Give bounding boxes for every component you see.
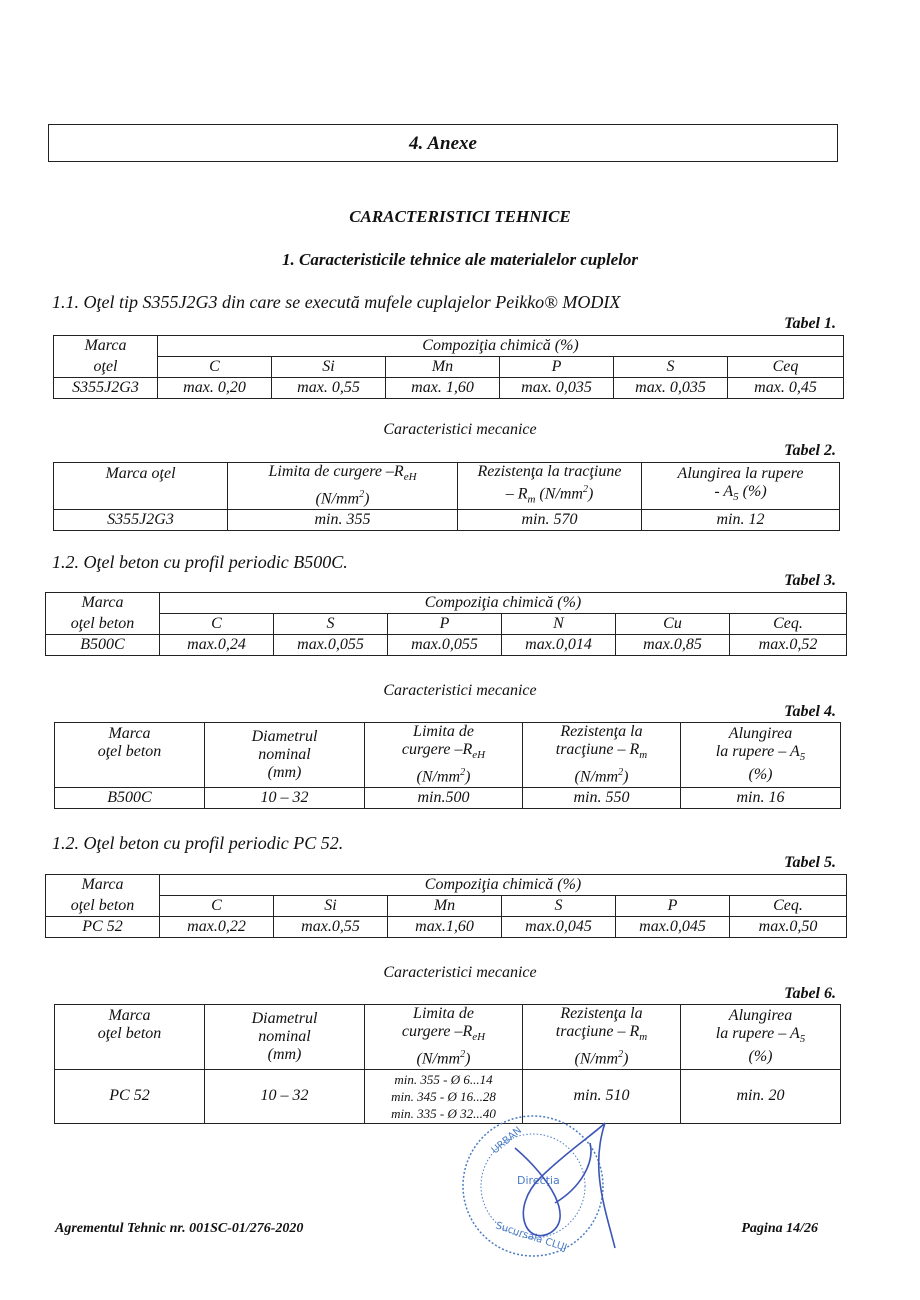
section-title: 4. Anexe (48, 124, 838, 162)
t3-cell: max.0,055 (388, 635, 502, 656)
t3-header: S (274, 614, 388, 635)
stamp-text-top: URBAN (489, 1125, 525, 1157)
t1-cell: max. 0,55 (272, 378, 386, 399)
official-stamp (455, 1108, 640, 1258)
t2-header-rm: Rezistenţa la tracţiune – $R_m$ $(N/mm^2)$ (458, 463, 642, 510)
t4-cell: B500C (55, 787, 205, 808)
t2-header-reh: Limita de curgere $-R_{eH}$ $(N/mm^2)$ (228, 463, 458, 510)
t4-header-a5: Alungirea la rupere – $A_5$ (%) (681, 723, 841, 788)
t5-cell: max.0,045 (502, 917, 616, 938)
t2-cell: min. 355 (228, 509, 458, 530)
footer-document-ref: Agrementul Tehnic nr. 001SC-01/276-2020 (55, 1221, 304, 1236)
t4-header-reh: Limita de curgere $-R_{eH}$ $(N/mm^2)$ (365, 723, 523, 788)
t3-col0-a: Marca (46, 593, 160, 614)
t1-cell: max. 0,45 (728, 378, 844, 399)
t5-header: Ceq. (730, 896, 847, 917)
t2-cell: S355J2G3 (54, 509, 228, 530)
heading-1-1: 1.1. Oţel tip S355J2G3 din care se execută mufele cuplajelor Peikko® MODIX (52, 292, 621, 312)
t3-header: C (160, 614, 274, 635)
t4-header-rm: Rezistenţa la tracţiune – $R_m$ $(N/mm^2)$ (523, 723, 681, 788)
table-3-chemical (45, 592, 847, 656)
t5-header: S (502, 896, 616, 917)
t6-header-a5: Alungirea la rupere – $A_5$ (%) (681, 1005, 841, 1070)
t6-cell-rm: min. 510 (523, 1069, 681, 1123)
t6-header-reh: Limita de curgere $-R_{eH}$ $(N/mm^2)$ (365, 1005, 523, 1070)
mech-title-2: Caracteristici mecanice (383, 682, 537, 699)
t1-header: Si (272, 357, 386, 378)
footer-page-number: Pagina 14/26 (741, 1221, 818, 1236)
stamp-text-mid: Direcţia (517, 1174, 560, 1187)
t3-group-header: Compoziţia chimică (%) (160, 593, 847, 614)
t3-cell: max.0,014 (502, 635, 616, 656)
t3-header: P (388, 614, 502, 635)
t4-header-diameter: Diametrul nominal (mm) (205, 723, 365, 788)
t1-header: P (500, 357, 614, 378)
table-2-label: Tabel 2. (784, 442, 836, 459)
t6-cell-limits: min. 355 - Ø 6...14 min. 345 - Ø 16...28 min. 335 - Ø 32...40 (365, 1069, 523, 1123)
t1-row-name: S355J2G3 (54, 378, 158, 399)
t5-header: Si (274, 896, 388, 917)
t6-cell-diameter: 10 – 32 (205, 1069, 365, 1123)
t1-col0-a: Marca (54, 336, 158, 357)
subtitle: 1. Caracteristicile tehnice ale materialelor cuplelor (281, 250, 638, 269)
t6-row-name: PC 52 (55, 1069, 205, 1123)
table-6-label: Tabel 6. (784, 985, 836, 1002)
t4-cell: min. 16 (681, 787, 841, 808)
t5-header: P (616, 896, 730, 917)
t3-header: N (502, 614, 616, 635)
table-1-chemical (53, 335, 844, 399)
t6-header-diameter: Diametrul nominal (mm) (205, 1005, 365, 1070)
t5-col0-b: oţel beton (46, 896, 160, 917)
table-1-label: Tabel 1. (784, 315, 836, 332)
table-3-label: Tabel 3. (784, 572, 836, 589)
t5-cell: max.0,50 (730, 917, 847, 938)
t1-header: Ceq (728, 357, 844, 378)
table-4-mechanical (54, 722, 841, 809)
t3-cell: max.0,055 (274, 635, 388, 656)
t2-cell: min. 570 (458, 509, 642, 530)
t4-header-steel: Marca oţel beton (55, 723, 205, 788)
t1-cell: max. 0,20 (158, 378, 272, 399)
t5-col0-a: Marca (46, 875, 160, 896)
t5-row-name: PC 52 (46, 917, 160, 938)
t5-cell: max.0,55 (274, 917, 388, 938)
t1-col0-b: oţel (54, 357, 158, 378)
table-6-mechanical (54, 1004, 841, 1124)
t3-col0-b: oţel beton (46, 614, 160, 635)
t2-cell: min. 12 (642, 509, 840, 530)
t1-header: Mn (386, 357, 500, 378)
t3-header: Ceq. (730, 614, 847, 635)
t5-cell: max.0,22 (160, 917, 274, 938)
t5-group-header: Compoziţia chimică (%) (160, 875, 847, 896)
t6-cell-a5: min. 20 (681, 1069, 841, 1123)
heading-1-2-b500c: 1.2. Oţel beton cu profil periodic B500C. (52, 552, 348, 572)
t6-header-rm: Rezistenţa la tracţiune – $R_m$ $(N/mm^2)$ (523, 1005, 681, 1070)
t5-header: Mn (388, 896, 502, 917)
t1-header: C (158, 357, 272, 378)
t3-cell: max.0,52 (730, 635, 847, 656)
t3-cell: max.0,85 (616, 635, 730, 656)
t4-cell: 10 – 32 (205, 787, 365, 808)
mech-title-1: Caracteristici mecanice (383, 421, 537, 438)
table-2-mechanical (53, 462, 840, 531)
t4-cell: min.500 (365, 787, 523, 808)
t1-header: S (614, 357, 728, 378)
t5-header: C (160, 896, 274, 917)
t3-cell: max.0,24 (160, 635, 274, 656)
t6-header-steel: Marca oţel beton (55, 1005, 205, 1070)
t1-cell: max. 0,035 (500, 378, 614, 399)
t5-cell: max.0,045 (616, 917, 730, 938)
t2-header-steel: Marca oţel (54, 463, 228, 510)
t1-group-header: Compoziţia chimică (%) (158, 336, 844, 357)
stamp-text-bottom: Sucursala CLUJ (494, 1220, 569, 1254)
t3-row-name: B500C (46, 635, 160, 656)
table-4-label: Tabel 4. (784, 703, 836, 720)
t1-cell: max. 0,035 (614, 378, 728, 399)
main-title: CARACTERISTICI TEHNICE (349, 207, 571, 226)
heading-1-2-pc52: 1.2. Oţel beton cu profil periodic PC 52. (52, 833, 344, 853)
t1-cell: max. 1,60 (386, 378, 500, 399)
t5-cell: max.1,60 (388, 917, 502, 938)
table-5-chemical (45, 874, 847, 938)
t2-header-a5: Alungirea la rupere - $A_5$ (%) (642, 463, 840, 510)
t4-cell: min. 550 (523, 787, 681, 808)
t3-header: Cu (616, 614, 730, 635)
table-5-label: Tabel 5. (784, 854, 836, 871)
mech-title-3: Caracteristici mecanice (383, 964, 537, 981)
